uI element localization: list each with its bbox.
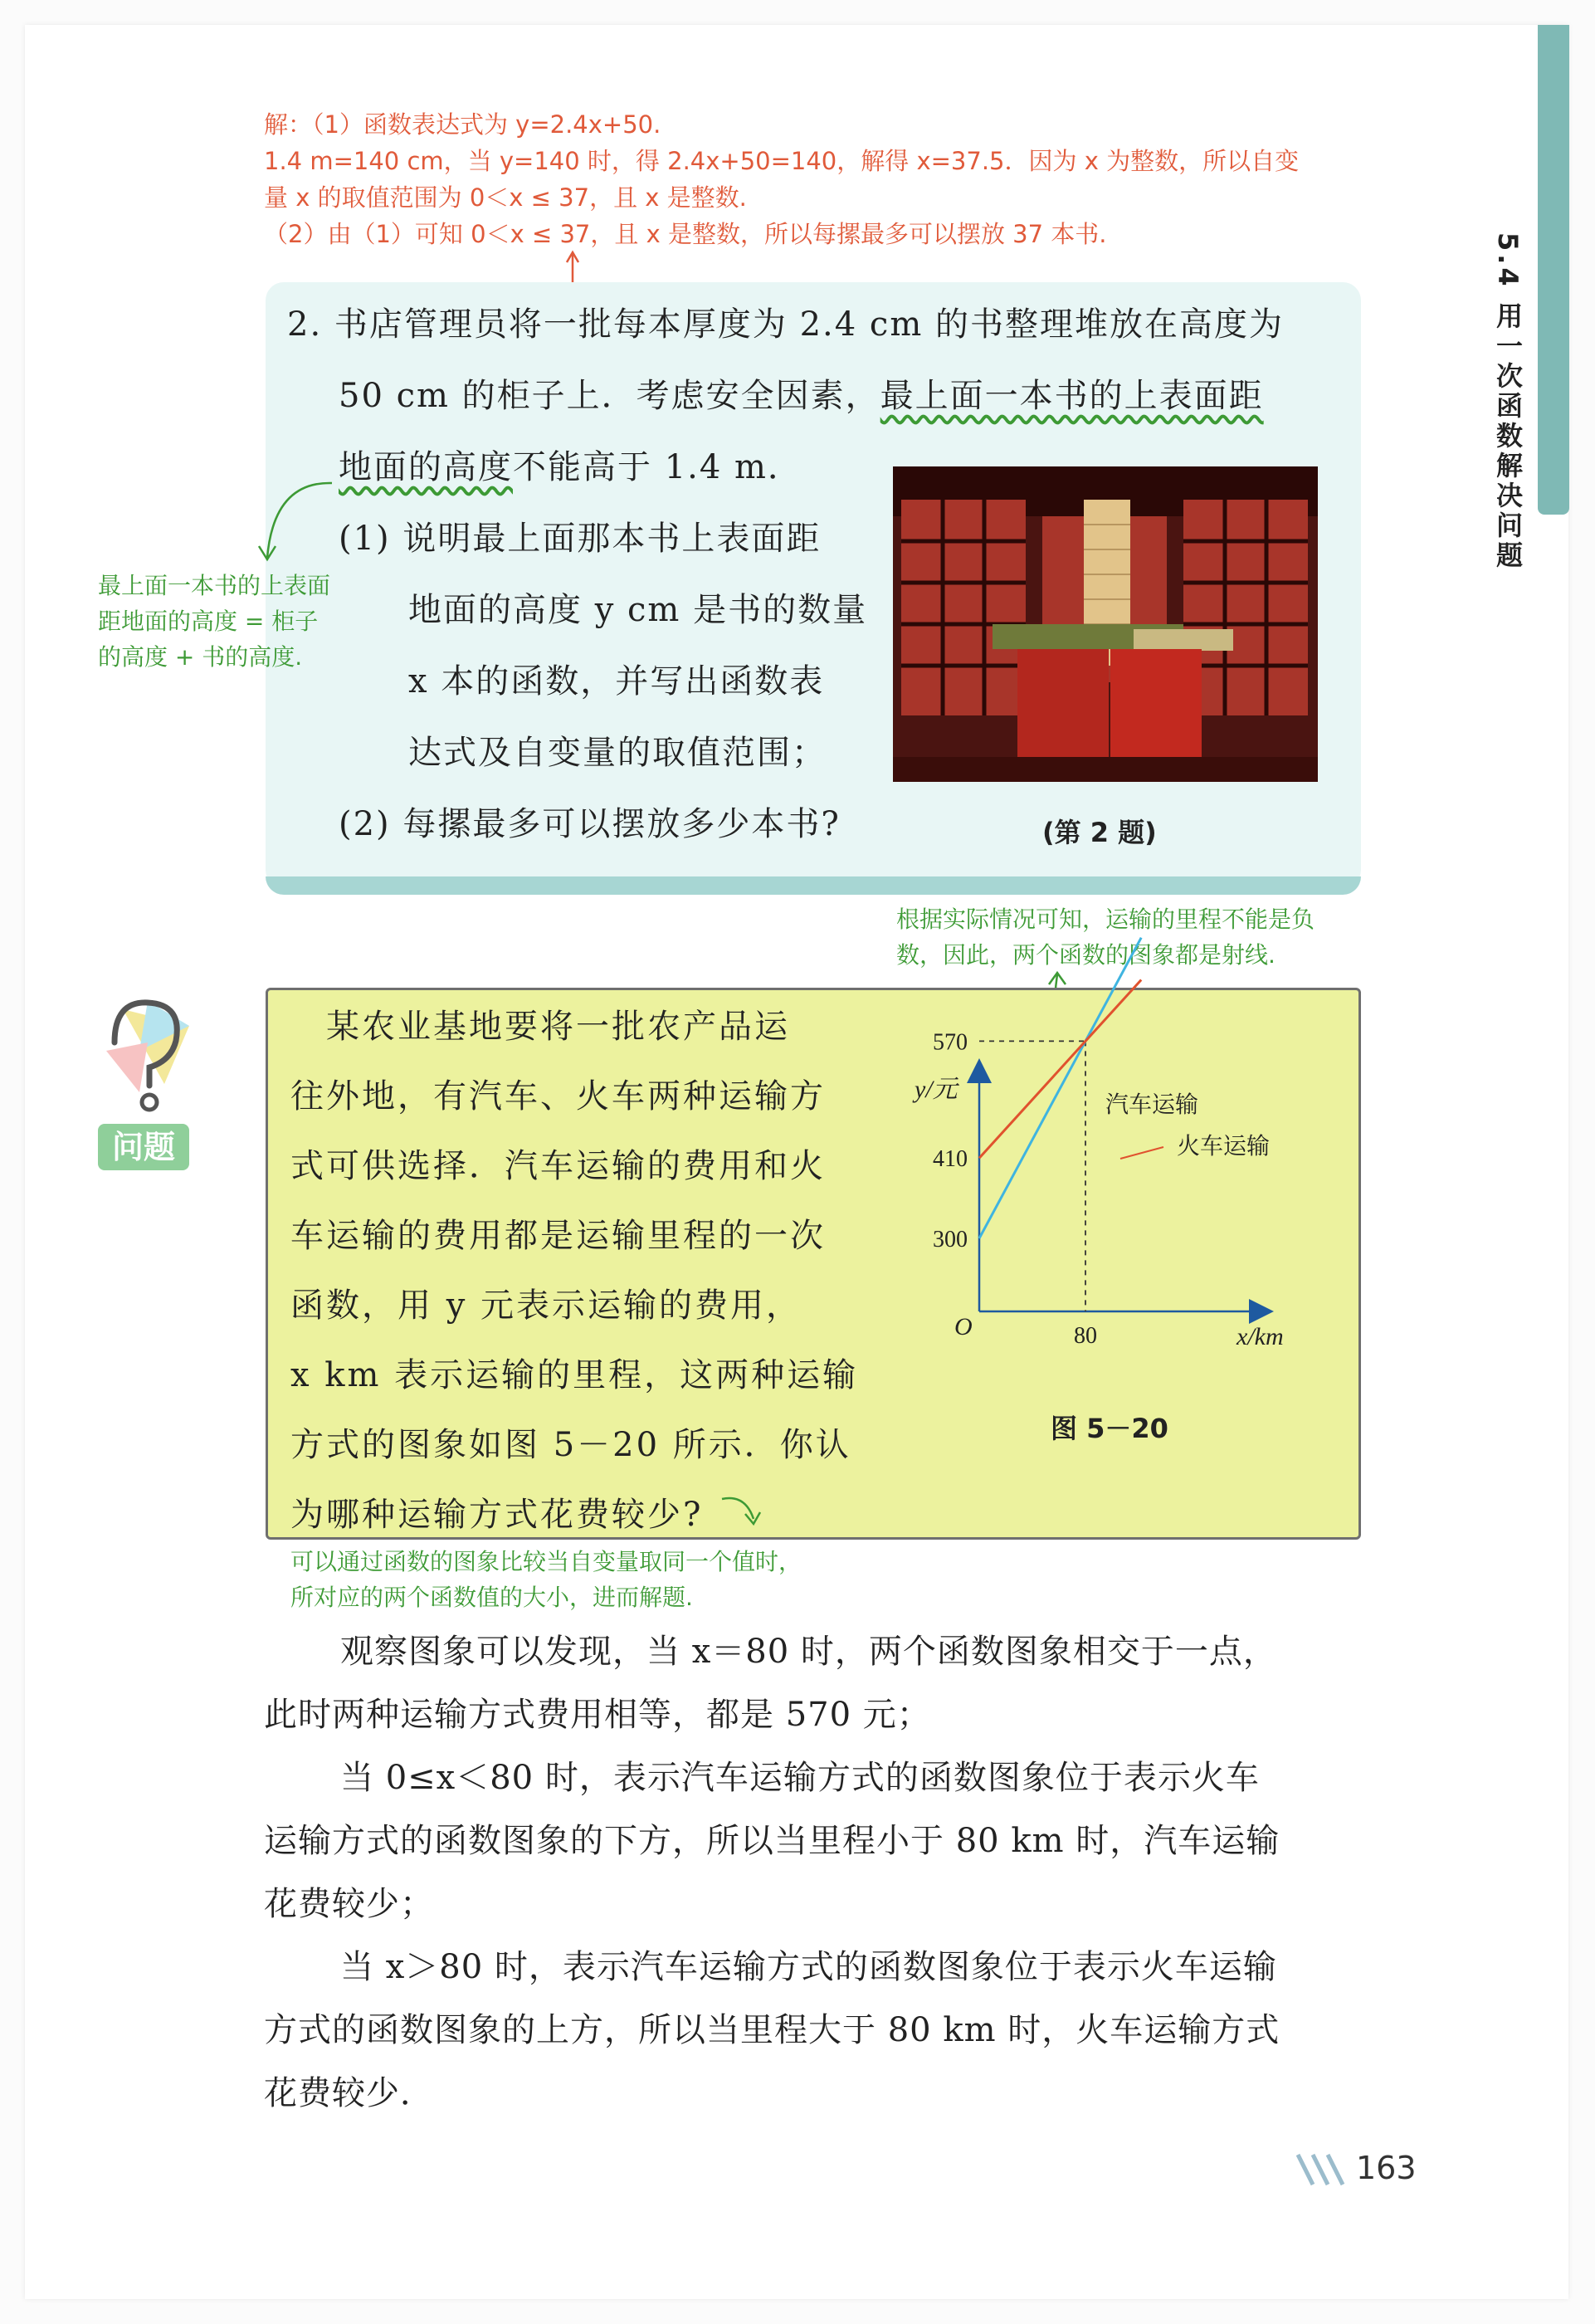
solution-line: （2）由（1）可知 0＜x ≤ 37，且 x 是整数，所以每摞最多可以摆放 37 本书. [264, 220, 1107, 248]
question-1-line: x 本的函数，并写出函数表 [408, 662, 825, 701]
paragraph-2: 当 0≤x＜80 时，表示汽车运输方式的函数图象位于表示火车 运输方式的函数图象的下方，所以当里程小于 80 km 时，汽车运输 花费较少； [264, 1759, 1280, 1923]
figure-caption: 图 5－20 [1051, 1413, 1168, 1444]
compare-arrow [720, 1491, 770, 1532]
solution-line: 量 x 的取值范围为 0＜x ≤ 37，且 x 是整数. [264, 183, 747, 212]
x-tick-label: 80 [1074, 1323, 1097, 1349]
y-tick-label: 300 [933, 1227, 968, 1252]
question-icon [90, 993, 198, 1117]
exercise-box-shadow [266, 876, 1361, 895]
question-1-line: 地面的高度 y cm 是书的数量 [408, 591, 868, 629]
photo-caption: (第 2 题) [1042, 817, 1157, 848]
x-axis-label: x/km [1236, 1323, 1284, 1350]
question-1-line: 达式及自变量的取值范围； [408, 734, 827, 772]
origin-label: O [954, 1313, 973, 1340]
series-label-train: 火车运输 [1177, 1132, 1271, 1160]
solution-annotation [264, 106, 1442, 252]
page-number: 163 [1356, 2150, 1417, 2186]
transport-cost-chart [896, 1029, 1344, 1361]
problem-badge: 问题 [98, 1124, 189, 1170]
exercise-line-2: 50 cm 的柜子上．考虑安全因素，最上面一本书的上表面距 [339, 377, 1264, 415]
bookshelf-illustration [893, 466, 1318, 782]
page-number-decoration [1295, 2151, 1353, 2188]
y-tick-label: 570 [933, 1029, 968, 1056]
height-annotation: 最上面一本书的上表面 距地面的高度 = 柜子 的高度 + 书的高度. [98, 572, 331, 671]
exercise-line-1: 2. 书店管理员将一批每本厚度为 2.4 cm 的书整理堆放在高度为 [287, 305, 1284, 344]
problem-text: 某农业基地要将一批农产品运 往外地，有汽车、火车两种运输方 式可供选择．汽车运输的费用和火 车运输的费用都是运输里程的一次 函数，用 y 元表示运输的费用， x km 表示运输的里程，这两种运输 方式的图象如图 5－20 所示．你认 为哪种运输方式花费较少? [290, 1008, 859, 1534]
series-label-truck: 汽车运输 [1105, 1091, 1199, 1118]
question-1-line: (1) 说明最上面那本书上表面距 [339, 520, 822, 558]
train-label-leader [1120, 1147, 1163, 1159]
height-arrow [249, 465, 340, 564]
solution-line: 1.4 m=140 cm，当 y=140 时，得 2.4x+50=140，解得 x=37.5．因为 x 为整数，所以自变 [264, 147, 1300, 175]
exercise-line-3: 地面的高度不能高于 1.4 m． [339, 448, 802, 486]
y-tick-label: 410 [933, 1146, 968, 1173]
question-2: (2) 每摞最多可以摆放多少本书? [339, 805, 841, 843]
y-axis-label: y/元 [915, 1076, 958, 1103]
ray-annotation: 根据实际情况可知，运输的里程不能是负 数，因此，两个函数的图象都是射线. [896, 906, 1315, 969]
solution-line: 解：（1）函数表达式为 y=2.4x+50. [264, 110, 661, 139]
section-title: 5.4 用一次函数解决问题 [1492, 232, 1524, 571]
paragraph-1: 观察图象可以发现，当 x＝80 时，两个函数图象相交于一点， 此时两种运输方式费用相等，都是 570 元； [264, 1633, 1277, 1734]
paragraph-3: 当 x＞80 时，表示汽车运输方式的函数图象位于表示火车运输 方式的函数图象的上方，所以当里程大于 80 km 时，火车运输方式 花费较少． [264, 1948, 1280, 2112]
section-tab [1538, 25, 1569, 515]
bookstore-photo [893, 466, 1318, 782]
compare-annotation: 可以通过函数的图象比较当自变量取同一个值时， 所对应的两个函数值的大小，进而解题. [290, 1548, 802, 1611]
